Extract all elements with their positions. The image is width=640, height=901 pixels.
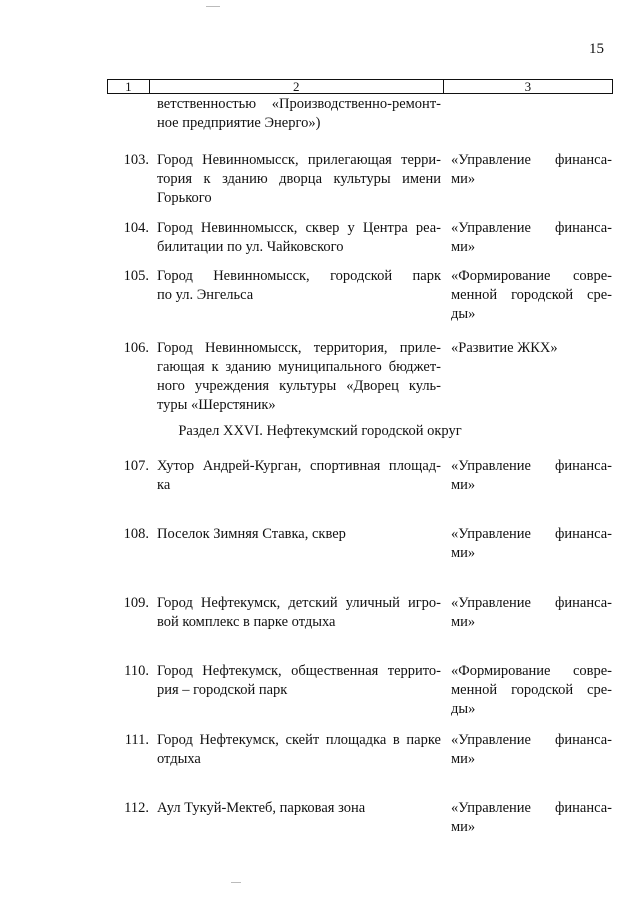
location-line: билитации по ул. Чайковского bbox=[157, 239, 344, 255]
program-line: «Формирование совре- bbox=[451, 663, 612, 679]
location-line: туры «Шерстяник» bbox=[157, 397, 276, 413]
program-line: менной городской сре- bbox=[451, 682, 612, 698]
location-line: Город Нефтекумск, скейт площадка в парке bbox=[157, 732, 441, 748]
program-line: «Управление финанса- bbox=[451, 152, 612, 168]
scan-mark-top bbox=[206, 6, 220, 7]
program-cell bbox=[451, 457, 612, 495]
location-cell bbox=[157, 457, 441, 495]
column-header-1: 1 bbox=[108, 80, 150, 93]
table-column-header bbox=[107, 79, 613, 94]
location-line: ка bbox=[157, 477, 171, 493]
location-line: Горького bbox=[157, 190, 212, 206]
program-cell bbox=[451, 339, 612, 358]
location-line: Город Невинномысск, прилегающая терри- bbox=[157, 152, 441, 168]
location-line: ного учреждения культуры «Дворец куль- bbox=[157, 378, 441, 394]
location-line: Город Невинномысск, территория, приле- bbox=[157, 340, 441, 356]
location-line: Поселок Зимняя Ставка, сквер bbox=[157, 526, 346, 542]
program-line: менной городской сре- bbox=[451, 287, 612, 303]
program-cell bbox=[451, 662, 612, 719]
program-line: «Управление финанса- bbox=[451, 220, 612, 236]
row-number: 107. bbox=[123, 458, 149, 474]
location-cell bbox=[157, 339, 441, 415]
location-line: Город Нефтекумск, детский уличный игро- bbox=[157, 595, 441, 611]
program-line: ми» bbox=[451, 545, 476, 561]
scan-mark-bottom bbox=[231, 882, 241, 883]
location-line: Аул Тукуй-Мектеб, парковая зона bbox=[157, 800, 366, 816]
program-cell bbox=[451, 267, 612, 324]
program-line: ми» bbox=[451, 239, 476, 255]
location-line: гающая к зданию муниципального бюджет- bbox=[157, 359, 441, 375]
program-line: «Управление финанса- bbox=[451, 526, 612, 542]
location-line: тория к зданию дворца культуры имени bbox=[157, 171, 441, 187]
location-line: вой комплекс в парке отдыха bbox=[157, 614, 336, 630]
program-cell bbox=[451, 594, 612, 632]
row-number: 106. bbox=[123, 340, 149, 356]
program-cell bbox=[451, 799, 612, 837]
program-line: ми» bbox=[451, 819, 476, 835]
location-cell bbox=[157, 151, 441, 208]
program-cell bbox=[451, 151, 612, 189]
program-line: ми» bbox=[451, 171, 476, 187]
location-cell bbox=[157, 525, 441, 544]
row-number: 112. bbox=[124, 800, 149, 816]
location-line: Город Невинномысск, сквер у Центра реа- bbox=[157, 220, 441, 236]
location-cell bbox=[157, 799, 441, 818]
location-line: рия – городской парк bbox=[157, 682, 288, 698]
location-line: отдыха bbox=[157, 751, 201, 767]
program-cell bbox=[451, 731, 612, 769]
program-line: «Управление финанса- bbox=[451, 732, 612, 748]
location-line: по ул. Энгельса bbox=[157, 287, 254, 303]
program-line: «Управление финанса- bbox=[451, 800, 612, 816]
location-cell bbox=[157, 594, 441, 632]
location-cell bbox=[157, 731, 441, 769]
row-number: 110. bbox=[124, 663, 149, 679]
program-line: ми» bbox=[451, 477, 476, 493]
program-cell bbox=[451, 219, 612, 257]
row-number: 105. bbox=[123, 268, 149, 284]
column-header-2: 2 bbox=[150, 80, 444, 93]
program-line: «Управление финанса- bbox=[451, 595, 612, 611]
row-number: 108. bbox=[123, 526, 149, 542]
location-cell bbox=[157, 662, 441, 700]
program-line: ды» bbox=[451, 701, 476, 717]
continuation-line: ное предприятие Энерго») bbox=[157, 115, 321, 131]
program-cell bbox=[451, 525, 612, 563]
program-line: «Формирование совре- bbox=[451, 268, 612, 284]
location-line: Город Нефтекумск, общественная террито- bbox=[157, 663, 441, 679]
column-header-3: 3 bbox=[524, 79, 532, 94]
row-number: 103. bbox=[123, 152, 149, 168]
program-line: ми» bbox=[451, 751, 476, 767]
section-title: Раздел XXVI. Нефтекумский городской округ bbox=[178, 423, 462, 439]
program-line: «Управление финанса- bbox=[451, 458, 612, 474]
continuation-line: ветственностью «Производственно-ремонт- bbox=[157, 96, 441, 112]
continuation-text bbox=[157, 95, 441, 133]
program-line: ды» bbox=[451, 306, 476, 322]
location-cell bbox=[157, 267, 441, 305]
program-line: ми» bbox=[451, 614, 476, 630]
row-number: 111. bbox=[124, 732, 149, 748]
program-line: «Развитие ЖКХ» bbox=[451, 340, 558, 356]
row-number: 104. bbox=[123, 220, 149, 236]
page-number: 15 bbox=[589, 41, 604, 57]
location-line: Хутор Андрей-Курган, спортивная площад- bbox=[157, 458, 441, 474]
row-number: 109. bbox=[123, 595, 149, 611]
location-cell bbox=[157, 219, 441, 257]
location-line: Город Невинномысск, городской парк bbox=[157, 268, 441, 284]
